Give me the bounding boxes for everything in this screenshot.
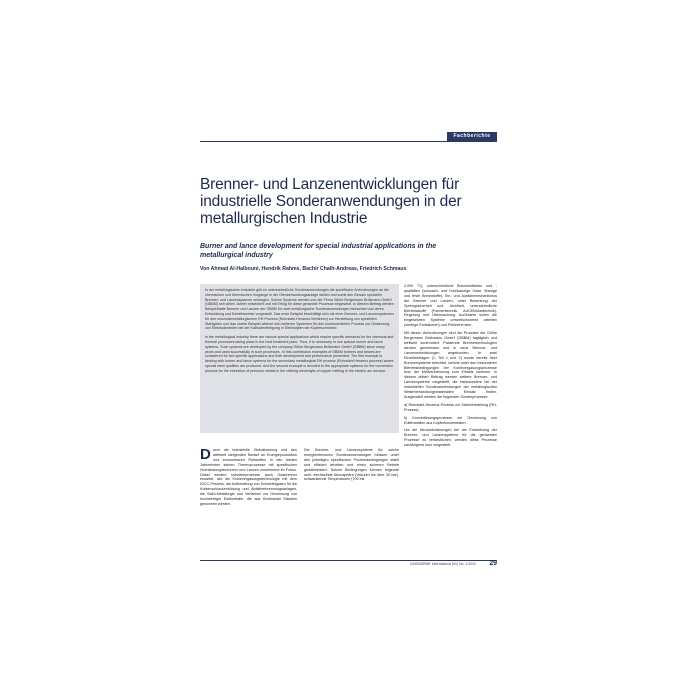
body-paragraph: Die Brenner- und Lanzensysteme für solche energieintensiven Sonderanwendungen müssen unter den jeweiligen spezifischen Prozessbedingungen stabil und effizient arbeiten und einen sicheren Betrieb gewährleisten. Solche Bedingungen können folgende sein: wechselnde Atmosphäre (Vakuum bis über 30 bar), schwankende Temperaturen (700 bis (304, 448, 399, 482)
body-paragraph: Um die Herausforderungen bei der Entwicklung der Brenner- und Lanzensysteme für die genannten Prozesse zu verdeutlichen, werden diese Prozesse nachfolgend kurz vorgestellt. (404, 428, 497, 448)
drop-cap: D (200, 448, 211, 463)
abstract-en: In the metallurgical industry there are various special applications which require specific demands for the chemical and thermal processes taking place in the heat treatment plant. Thus, it is necessary to use special burner and lance systems. Such systems are developed by the company Glühe Bergemann Brökmann GmbH (GBBM) since many years and used successfully in such processes. In this contribution examples of GBBM burners and lances are considered for two specific applications and their development and performance presented. The first example is dealing with burner and lance systems for the secondary metallurgical RH process (Ruhrstahl Heraeus process) where special steel qualities are produced. And the second example is devoted to the appropriate systems for the conversion process for the extraction of precious metals in the refining electrolyte of copper melting in the electric arc furnace. (205, 335, 394, 373)
article-authors: Von Ahmad Al-Halbouni, Hendrik Rahms, Bachir Chalh-Andreas, Friedrich Schmaus (200, 266, 407, 272)
header-rule (200, 141, 497, 142)
body-column-middle (304, 448, 399, 554)
section-tag: Fachberichte (447, 132, 497, 141)
body-column-right (404, 284, 497, 554)
page-number: 29 (489, 560, 497, 567)
footer-journal: GASWÄRME International (61) No. 1/2011 (409, 562, 476, 566)
article-page (196, 130, 498, 570)
article-title: Brenner- und Lanzenentwicklungen für industrielle Sonderanwendungen in der metallurgischen Industrie (200, 176, 462, 227)
body-column-left (200, 448, 297, 554)
body-list-item: a) Ruhrstahl-Heraeus-Prozess zur Stahlveredelung (RH-Prozess) (404, 402, 497, 412)
body-paragraph (200, 448, 297, 507)
abstract-de: In der metallurgischen Industrie gibt es unterschiedliche Sonderanwendungen die spezifische Anforderungen an die chemischen und thermischen Vorgänge in der Ofenbehandlungsanlage stellen und somit den Einsatz spezieller Brenner- und Lanzensysteme verlangen. Solche Systeme werden von der Firma Glühe Bergemann Brökmann GmbH (GBBM) seit vielen Jahren entwickelt und mit Erfolg für diese genannte Prozesse eingesetzt. In diesem Beitrag werden Beispielhafte Brenner und Lanzen der GBBM für zwei metallurgische Sonderanwendungen betrachtet und deren Entwicklung und Betriebsweise vorgestellt. Das erste Beispiel beschäftigt sich mit einer Brenner- und Lanzensystemen für den sekundärmetallurgischen RH-Prozess (Ruhrstahl-Heraeus-Verfahren) zur Herstellung von speziellen Stahlgüten und das zweite Beispiel widmet sich weiteren Systemen für den kontinuierlichen Prozess zur Gewinnung von Elektrodenteilen bei der Kathodenfertigung in Elektrolyten der Kupferschmelze. (205, 288, 394, 331)
body-paragraph: 2.000 °C), unterschiedliche Brennstoffarten und -qualitäten (schwach- und hochkalorige Gase, flüssige und feste Brennstoffe), Ein- und Ausfahrmechanismus der Brenner und Lanzen, unter Beachtung der Sprengsicherheit und -dichtheit, unterschiedliche Betriebsstoffe (Formentechnik, Auf-/Einblastechnik), Regelung und Überwachung. Außerdem sollen die eingesetzten Systeme umweltschonend arbeiten (niedrige Emissionen) und Fehlerfrei sein. (404, 284, 497, 328)
body-list-item: b) Konvertierungsprozesse zur Gewinnung von Edelmetallen aus Kupferkonzentraten. (404, 415, 497, 425)
body-paragraph: Mit diesen Anforderungen sind die Produkte der Glühe Bergemann Brökmann GmbH (GBBM) tagtäglich und weltweit konfrontiert. Passende Brennertechnologien werden gemeinsam und in neue Brenner- und Lanzenentwicklungen angebunden. In zwei Einzelbeiträgen (1, Teil 1 und 2) wurde bereits über Brennersysteme berichtet, welche unter den besonderen Betriebsbedingungen der Kohlevergasungsprozesse bzw. der Müllverbrennung zum Einsatz kommen. In diesem dritten Beitrag werden weitere Brenner- und Lanzensysteme vorgestellt, die insbesondere bei der industriellen Sonderanwendungen der metallurgischen Weiterbehandlungsmaterialien Einsatz finden. Ausgewählt werden die folgenden Sonderprozesse: (404, 331, 497, 399)
abstract-box (200, 284, 399, 433)
footer-rule (200, 560, 497, 561)
article-subtitle: Burner and lance development for special industrial applications in the metallurgical industry (200, 243, 437, 259)
lead-paragraph-text: urch die industrielle Globalisierung und den weltweit steigenden Bedarf an Energieproduktion und erneuerbaren Rohstoffen in den letzten Jahrzehnten stehen Thermoprozesse mit spezifischen Hochleistungsbrennern und Lanzen zunehmend im Fokus. Dabei werden Industrieprozesse auch Gasbrenner erwartet, wie die Kohlevergasungstechnologie mit dem IGCC-Prozess, die Aufbereitung von Schwefelgasen für die Kohlenschlackenbildung und Abfallverbrennungsanlagen, die Stahl-Metallurgie und Verfahren zur Gewinnung von hochwertiger Edelmetalle, die aus Buntmetall Stäuben gewonnen werden. (200, 448, 297, 506)
